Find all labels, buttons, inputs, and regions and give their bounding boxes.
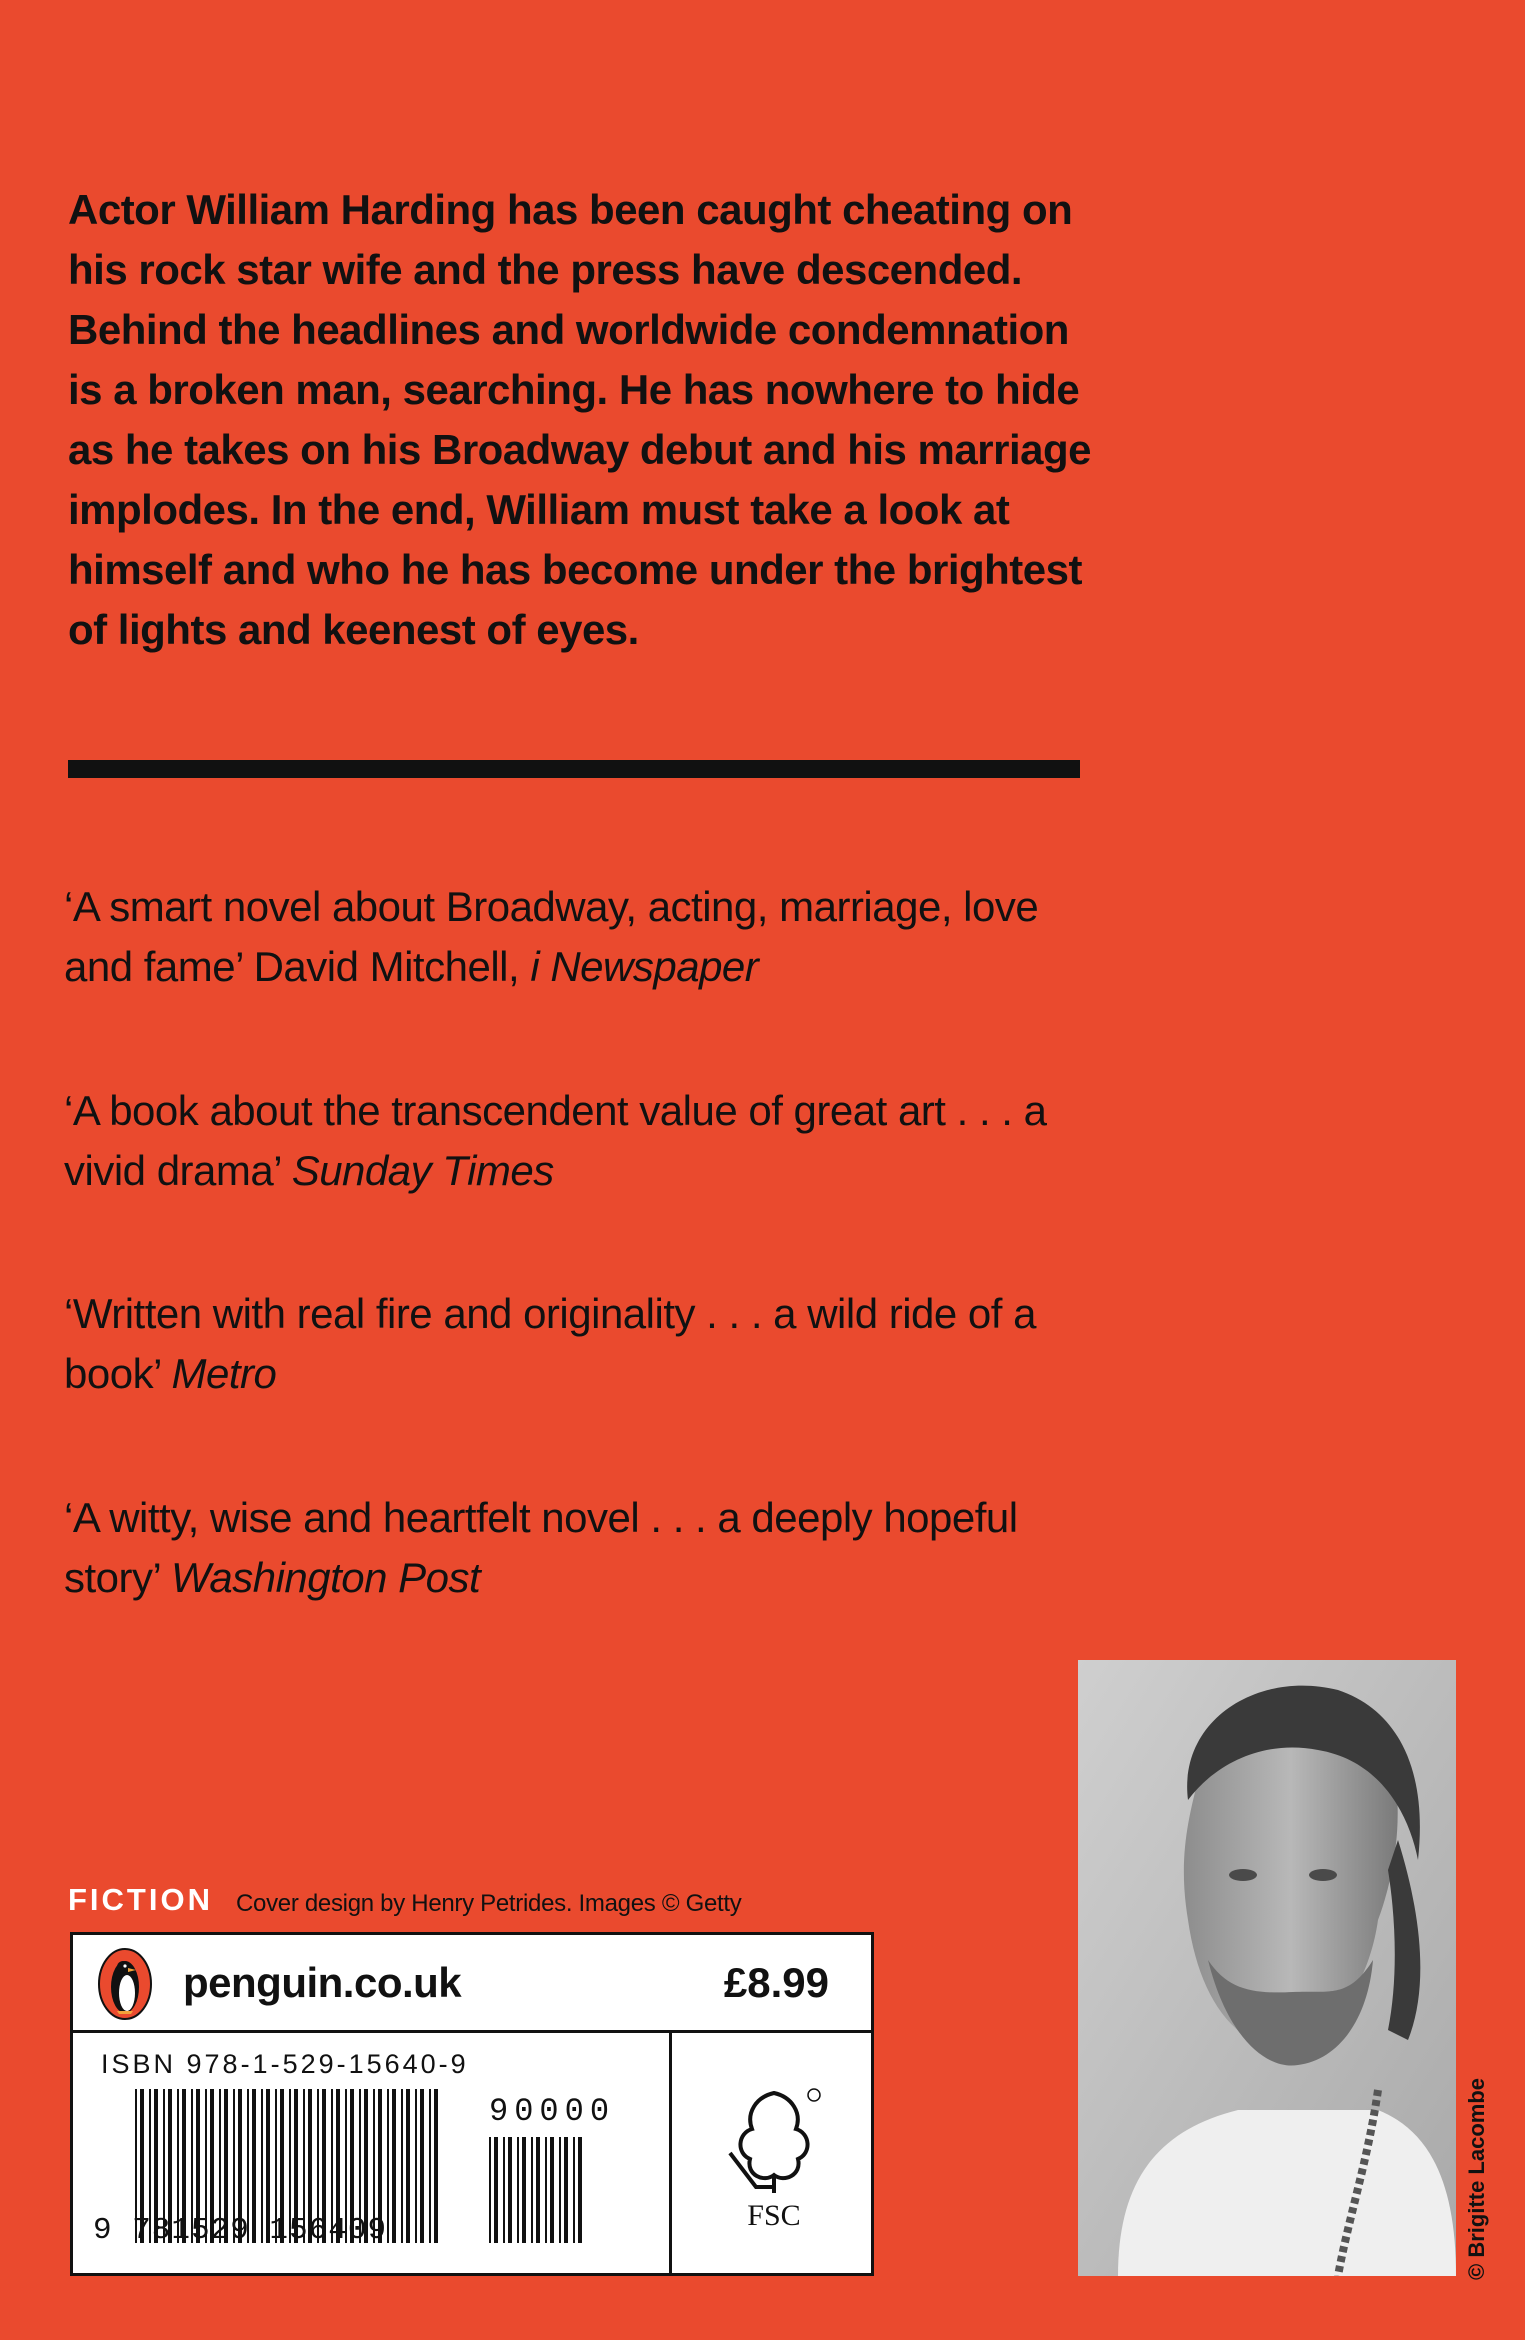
quote-text: ‘A smart novel about Broadway, acting, marriage, love and fame’	[64, 883, 1039, 990]
quote-text: ‘Written with real fire and originality . . . a wild ride of a book’	[64, 1290, 1036, 1397]
blurb: Actor William Harding has been caught cheating on his rock star wife and the press have descended. Behind the headlines and worldwide condemnation is a broken man, searching. He has nowhere to hide as he takes on his Broadway debut and his marriage implodes. In the end, William must take a look at himself and who he has become under the brightest of lights and keenest of eyes.	[68, 186, 1091, 653]
barcode-bar	[429, 2089, 431, 2243]
barcode-bar	[531, 2137, 533, 2243]
barcode-bar	[573, 2137, 575, 2243]
barcode-bar	[536, 2137, 540, 2243]
publisher-url: penguin.co.uk	[183, 1959, 462, 2006]
barcode-bar	[494, 2137, 498, 2243]
barcode-bar	[578, 2137, 582, 2243]
genre-label: FICTION	[68, 1882, 213, 1917]
barcode-bar	[401, 2089, 403, 2243]
barcode-bar	[503, 2137, 505, 2243]
quote-text: ‘A book about the transcendent value of great art . . . a vivid drama’	[64, 1087, 1047, 1194]
barcode-bar	[392, 2089, 396, 2243]
barcode-bar	[564, 2137, 568, 2243]
barcode-bar	[517, 2137, 519, 2243]
fsc-logo-icon	[716, 2083, 832, 2233]
quote-author: David Mitchell,	[253, 943, 520, 990]
fsc-panel	[669, 2033, 871, 2273]
isbn-text: ISBN 978-1-529-15640-9	[101, 2049, 469, 2079]
barcode-bar	[545, 2137, 547, 2243]
quote-publication: Sunday Times	[291, 1147, 554, 1194]
review-quote	[64, 1081, 1064, 1201]
barcode-bar	[434, 2089, 438, 2243]
barcode-bar	[489, 2137, 491, 2243]
barcode-bar	[420, 2089, 424, 2243]
quote-text: ‘A witty, wise and heartfelt novel . . . a deeply hopeful story’	[64, 1494, 1018, 1601]
barcode-bar	[508, 2137, 512, 2243]
barcode-bar	[522, 2137, 526, 2243]
photo-credit: © Brigitte Lacombe	[1464, 2077, 1489, 2280]
addon-digits: 90000	[489, 2093, 616, 2130]
cover-credit: Cover design by Henry Petrides. Images © Getty	[236, 1890, 742, 1917]
review-quote	[64, 877, 1064, 997]
review-quote	[64, 1284, 1064, 1404]
fsc-text: FSC	[747, 2199, 801, 2232]
barcode-bar	[415, 2089, 417, 2243]
divider-rule	[68, 760, 1080, 778]
quote-publication: Metro	[171, 1350, 277, 1397]
quote-publication: Washington Post	[170, 1554, 481, 1601]
barcode-bar	[559, 2137, 561, 2243]
author-portrait-image	[1078, 1660, 1456, 2276]
author-photo	[1078, 1660, 1456, 2276]
quote-publication: i Newspaper	[530, 943, 759, 990]
isbn-barcode	[73, 2033, 669, 2273]
barcode-bar	[406, 2089, 410, 2243]
review-quote	[64, 1488, 1064, 1608]
price: £8.99	[723, 1959, 829, 2006]
penguin-logo-icon	[97, 1947, 153, 2021]
barcode-panel	[70, 1932, 874, 2276]
publisher-strip	[73, 1935, 871, 2033]
barcode-bar	[387, 2089, 389, 2243]
ean-digits: 9 781529 156409	[93, 2213, 388, 2248]
barcode-bar	[550, 2137, 554, 2243]
